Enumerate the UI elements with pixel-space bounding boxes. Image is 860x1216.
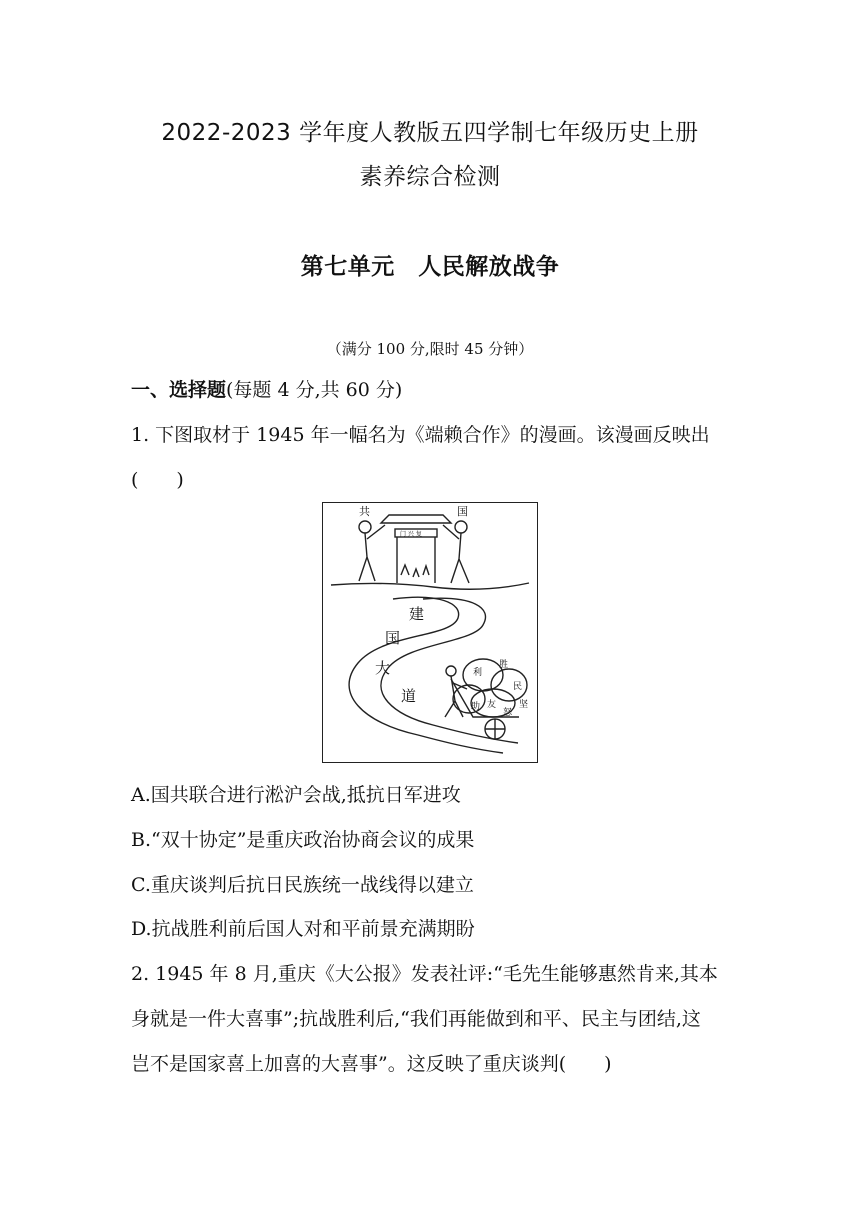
left-figure-body [359, 525, 385, 581]
score-note: （满分 100 分,限时 45 分钟） [326, 340, 534, 358]
cartoon-figure [322, 502, 538, 763]
pusher-body [445, 676, 467, 717]
label-left-figure: 共 [359, 505, 370, 518]
label-gate: 门 兴 复 [400, 531, 422, 538]
question-1-option-a: A.国共联合进行淞沪会战,抵抗日军进攻 [131, 784, 461, 806]
right-figure-head [455, 521, 467, 533]
label-cart-3: 民 [513, 682, 523, 692]
label-right-figure: 国 [457, 505, 468, 518]
left-figure-head [359, 521, 371, 533]
question-1-option-c: C.重庆谈判后抗日民族统一战线得以建立 [131, 874, 474, 896]
label-cart-2: 利 [473, 668, 483, 678]
question-1-stem-line2: ( ) [131, 469, 184, 491]
gate-roof [381, 515, 451, 523]
label-cart-7: 坚 [519, 700, 529, 710]
label-road-2: 国 [385, 629, 401, 647]
pusher-head [446, 666, 456, 676]
section-heading-rest: (每题 4 分,共 60 分) [226, 379, 403, 401]
label-road-3: 大 [375, 659, 391, 677]
cartoon-illustration [323, 503, 537, 762]
question-1-option-b: B.“双十协定”是重庆政治协商会议的成果 [131, 829, 475, 851]
document-title-line1: 2022-2023 学年度人教版五四学制七年级历史上册 [161, 120, 699, 146]
ground-line [331, 583, 529, 589]
sack-1 [463, 659, 503, 691]
section-heading-bold: 一、选择题 [131, 379, 227, 401]
label-road-1: 建 [409, 605, 425, 623]
unit-title: 第七单元 人民解放战争 [300, 254, 560, 280]
label-road-4: 道 [401, 687, 417, 705]
label-cart-6: 怒 [503, 708, 513, 718]
question-2-line2: 身就是一件大喜事”;抗战胜利后,“我们再能做到和平、民主与团结,这 [131, 1008, 701, 1030]
label-cart-4: 助 [471, 702, 481, 712]
right-figure-body [443, 525, 469, 583]
question-1-option-d: D.抗战胜利前后国人对和平前景充满期盼 [131, 918, 475, 940]
label-cart-5: 友 [487, 700, 497, 710]
question-1-stem-line1: 1. 下图取材于 1945 年一幅名为《端赖合作》的漫画。该漫画反映出 [131, 424, 710, 446]
section-heading [131, 375, 402, 402]
question-2-line1: 2. 1945 年 8 月,重庆《大公报》发表社评:“毛先生能够惠然肯来,其本 [131, 963, 718, 985]
road-right-edge [381, 598, 518, 743]
gate-trees [401, 565, 429, 577]
label-cart-1: 胜 [499, 660, 509, 670]
question-2-line3: 岂不是国家喜上加喜的大喜事”。这反映了重庆谈判( ) [131, 1053, 612, 1075]
document-title-line2: 素养综合检测 [359, 164, 501, 190]
